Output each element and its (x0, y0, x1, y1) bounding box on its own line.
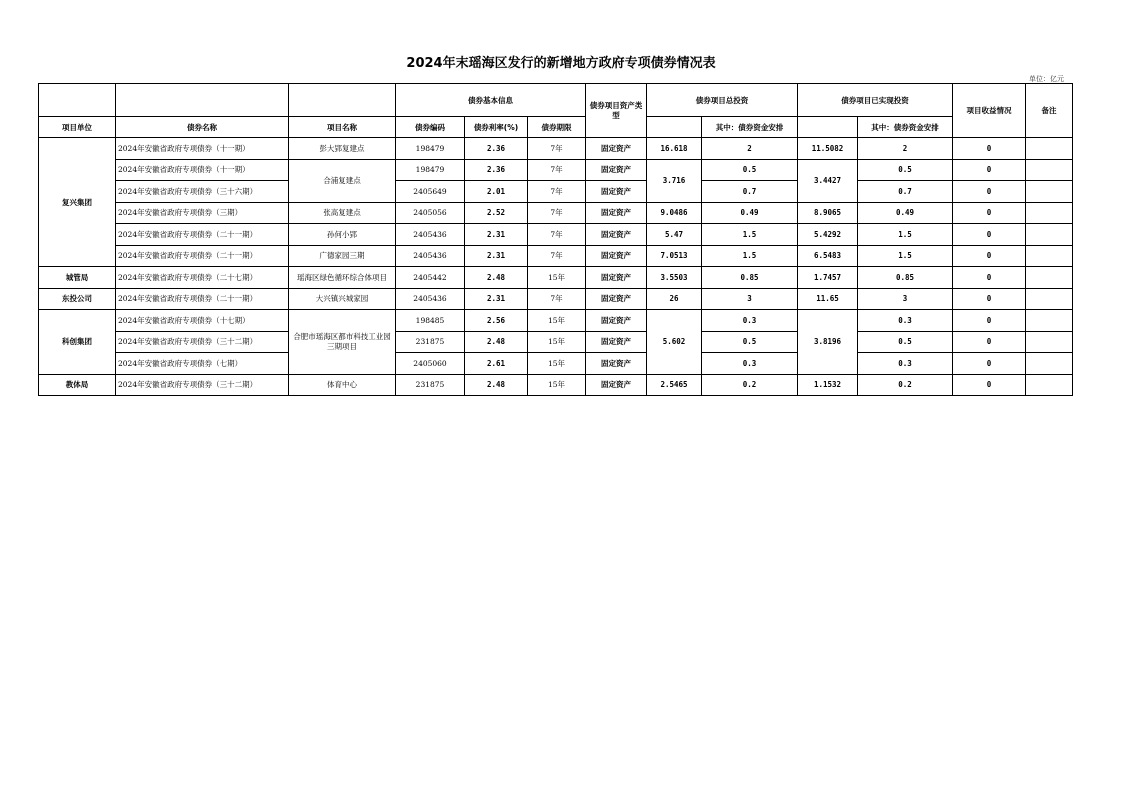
realized-cell: 1.1532 (798, 374, 858, 396)
code-cell: 198479 (396, 159, 465, 181)
remark-cell (1026, 224, 1073, 246)
remark-cell (1026, 267, 1073, 289)
remark-cell (1026, 374, 1073, 396)
bond-name-cell: 2024年安徽省政府专项债券（十一期） (116, 159, 289, 181)
header-term: 债券期限 (528, 117, 586, 138)
realized-bond-cell: 0.85 (858, 267, 953, 289)
total-bond-cell: 1.5 (702, 245, 798, 267)
code-cell: 231875 (396, 331, 465, 353)
table-row (39, 159, 1073, 181)
income-cell: 0 (953, 202, 1026, 224)
code-cell: 2405436 (396, 245, 465, 267)
rate-cell: 2.36 (465, 159, 528, 181)
bond-name-cell: 2024年安徽省政府专项债券（十七期） (116, 310, 289, 332)
header-asset-type: 债券项目资产类型 (586, 84, 647, 138)
term-cell: 7年 (528, 245, 586, 267)
total-bond-cell: 0.7 (702, 181, 798, 203)
project-cell: 大兴镇兴城家园 (289, 288, 396, 310)
bond-name-cell: 2024年安徽省政府专项债券（二十一期） (116, 288, 289, 310)
table-row (39, 245, 1073, 267)
term-cell: 15年 (528, 374, 586, 396)
realized-cell: 3.8196 (798, 310, 858, 375)
remark-cell (1026, 310, 1073, 332)
table-row (39, 374, 1073, 396)
unit-cell: 教体局 (39, 374, 116, 396)
project-cell: 瑶海区绿色循环综合体项目 (289, 267, 396, 289)
header-bond-info: 债券基本信息 (396, 84, 586, 117)
total-cell: 2.5465 (647, 374, 702, 396)
income-cell: 0 (953, 374, 1026, 396)
realized-bond-cell: 0.5 (858, 159, 953, 181)
realized-cell: 6.5483 (798, 245, 858, 267)
realized-bond-cell: 0.49 (858, 202, 953, 224)
header-rate: 债券利率(%) (465, 117, 528, 138)
asset-cell: 固定资产 (586, 288, 647, 310)
table-row (39, 267, 1073, 289)
realized-cell: 11.65 (798, 288, 858, 310)
income-cell: 0 (953, 245, 1026, 267)
remark-cell (1026, 288, 1073, 310)
realized-cell: 8.9065 (798, 202, 858, 224)
term-cell: 15年 (528, 353, 586, 375)
table-row (39, 310, 1073, 332)
table-row (39, 224, 1073, 246)
rate-cell: 2.48 (465, 331, 528, 353)
header-of-which-total: 其中：债券资金安排 (702, 117, 798, 138)
table-row (39, 181, 1073, 203)
page-title: 2024年末瑶海区发行的新增地方政府专项债券情况表 (406, 56, 716, 71)
header-row-1 (39, 84, 1073, 117)
header-realized-investment: 债券项目已实现投资 (798, 84, 953, 117)
asset-cell: 固定资产 (586, 374, 647, 396)
term-cell: 7年 (528, 181, 586, 203)
rate-cell: 2.31 (465, 224, 528, 246)
total-bond-cell: 2 (702, 138, 798, 160)
code-cell: 198479 (396, 138, 465, 160)
term-cell: 7年 (528, 138, 586, 160)
total-cell: 5.602 (647, 310, 702, 375)
header-cell-blank (289, 84, 396, 117)
code-cell: 2405056 (396, 202, 465, 224)
rate-cell: 2.36 (465, 138, 528, 160)
remark-cell (1026, 138, 1073, 160)
term-cell: 7年 (528, 224, 586, 246)
bond-name-cell: 2024年安徽省政府专项债券（二十七期） (116, 267, 289, 289)
term-cell: 15年 (528, 310, 586, 332)
rate-cell: 2.48 (465, 267, 528, 289)
code-cell: 2405649 (396, 181, 465, 203)
total-cell: 16.618 (647, 138, 702, 160)
total-cell: 26 (647, 288, 702, 310)
rate-cell: 2.01 (465, 181, 528, 203)
header-cell-blank (647, 117, 702, 138)
bond-name-cell: 2024年安徽省政府专项债券（二十一期） (116, 245, 289, 267)
project-cell: 彭大郢复建点 (289, 138, 396, 160)
header-cell-blank (798, 117, 858, 138)
total-bond-cell: 0.3 (702, 310, 798, 332)
total-bond-cell: 1.5 (702, 224, 798, 246)
code-cell: 198485 (396, 310, 465, 332)
rate-cell: 2.61 (465, 353, 528, 375)
realized-bond-cell: 2 (858, 138, 953, 160)
total-cell: 3.5503 (647, 267, 702, 289)
realized-cell: 11.5082 (798, 138, 858, 160)
total-cell: 9.0486 (647, 202, 702, 224)
table-row (39, 353, 1073, 375)
header-remark: 备注 (1026, 84, 1073, 138)
table-row (39, 138, 1073, 160)
bond-name-cell: 2024年安徽省政府专项债券（三十二期） (116, 331, 289, 353)
asset-cell: 固定资产 (586, 331, 647, 353)
remark-cell (1026, 159, 1073, 181)
unit-cell: 东投公司 (39, 288, 116, 310)
project-cell: 广德家园三期 (289, 245, 396, 267)
header-row-2 (39, 117, 1073, 138)
remark-cell (1026, 202, 1073, 224)
project-cell: 合浦复建点 (289, 159, 396, 202)
asset-cell: 固定资产 (586, 224, 647, 246)
realized-bond-cell: 0.3 (858, 310, 953, 332)
bond-name-cell: 2024年安徽省政府专项债券（三期） (116, 202, 289, 224)
income-cell: 0 (953, 138, 1026, 160)
rate-cell: 2.56 (465, 310, 528, 332)
project-cell: 张高复建点 (289, 202, 396, 224)
realized-cell: 1.7457 (798, 267, 858, 289)
code-cell: 2405436 (396, 288, 465, 310)
unit-cell: 复兴集团 (39, 138, 116, 267)
remark-cell (1026, 181, 1073, 203)
realized-cell: 5.4292 (798, 224, 858, 246)
realized-bond-cell: 1.5 (858, 245, 953, 267)
header-of-which-realized: 其中：债券资金安排 (858, 117, 953, 138)
rate-cell: 2.52 (465, 202, 528, 224)
header-project-name: 项目名称 (289, 117, 396, 138)
income-cell: 0 (953, 159, 1026, 181)
bond-name-cell: 2024年安徽省政府专项债券（十一期） (116, 138, 289, 160)
bond-name-cell: 2024年安徽省政府专项债券（三十二期） (116, 374, 289, 396)
term-cell: 15年 (528, 267, 586, 289)
income-cell: 0 (953, 224, 1026, 246)
table-row (39, 331, 1073, 353)
project-cell: 孙何小郢 (289, 224, 396, 246)
total-bond-cell: 0.85 (702, 267, 798, 289)
rate-cell: 2.48 (465, 374, 528, 396)
realized-bond-cell: 0.5 (858, 331, 953, 353)
project-cell: 合肥市瑶海区都市科技工业园三期项目 (289, 310, 396, 375)
header-total-investment: 债券项目总投资 (647, 84, 798, 117)
term-cell: 15年 (528, 331, 586, 353)
rate-cell: 2.31 (465, 288, 528, 310)
income-cell: 0 (953, 181, 1026, 203)
income-cell: 0 (953, 353, 1026, 375)
income-cell: 0 (953, 310, 1026, 332)
header-cell-blank (39, 84, 116, 117)
total-bond-cell: 0.49 (702, 202, 798, 224)
bond-name-cell: 2024年安徽省政府专项债券（三十六期） (116, 181, 289, 203)
total-bond-cell: 0.2 (702, 374, 798, 396)
rate-cell: 2.31 (465, 245, 528, 267)
asset-cell: 固定资产 (586, 181, 647, 203)
header-income: 项目收益情况 (953, 84, 1026, 138)
code-cell: 2405436 (396, 224, 465, 246)
bond-name-cell: 2024年安徽省政府专项债券（二十一期） (116, 224, 289, 246)
asset-cell: 固定资产 (586, 202, 647, 224)
asset-cell: 固定资产 (586, 138, 647, 160)
total-bond-cell: 0.5 (702, 159, 798, 181)
realized-bond-cell: 0.7 (858, 181, 953, 203)
unit-cell: 城管局 (39, 267, 116, 289)
code-cell: 2405442 (396, 267, 465, 289)
realized-bond-cell: 0.3 (858, 353, 953, 375)
total-bond-cell: 0.5 (702, 331, 798, 353)
table-row (39, 202, 1073, 224)
income-cell: 0 (953, 331, 1026, 353)
asset-cell: 固定资产 (586, 267, 647, 289)
code-cell: 2405060 (396, 353, 465, 375)
remark-cell (1026, 353, 1073, 375)
total-bond-cell: 3 (702, 288, 798, 310)
header-cell-blank (116, 84, 289, 117)
term-cell: 7年 (528, 159, 586, 181)
total-bond-cell: 0.3 (702, 353, 798, 375)
total-cell: 3.716 (647, 159, 702, 202)
header-unit-name: 项目单位 (39, 117, 116, 138)
realized-bond-cell: 1.5 (858, 224, 953, 246)
unit-cell: 科创集团 (39, 310, 116, 375)
term-cell: 7年 (528, 202, 586, 224)
remark-cell (1026, 245, 1073, 267)
asset-cell: 固定资产 (586, 310, 647, 332)
bond-table (38, 83, 1073, 396)
asset-cell: 固定资产 (586, 245, 647, 267)
term-cell: 7年 (528, 288, 586, 310)
total-cell: 7.0513 (647, 245, 702, 267)
realized-bond-cell: 3 (858, 288, 953, 310)
asset-cell: 固定资产 (586, 353, 647, 375)
table-row (39, 288, 1073, 310)
realized-bond-cell: 0.2 (858, 374, 953, 396)
project-cell: 体育中心 (289, 374, 396, 396)
realized-cell: 3.4427 (798, 159, 858, 202)
income-cell: 0 (953, 288, 1026, 310)
unit-label: 单位：亿元 (1029, 75, 1064, 83)
header-bond-code: 债券编码 (396, 117, 465, 138)
total-cell: 5.47 (647, 224, 702, 246)
bond-name-cell: 2024年安徽省政府专项债券（七期） (116, 353, 289, 375)
income-cell: 0 (953, 267, 1026, 289)
remark-cell (1026, 331, 1073, 353)
code-cell: 231875 (396, 374, 465, 396)
header-bond-name: 债券名称 (116, 117, 289, 138)
asset-cell: 固定资产 (586, 159, 647, 181)
